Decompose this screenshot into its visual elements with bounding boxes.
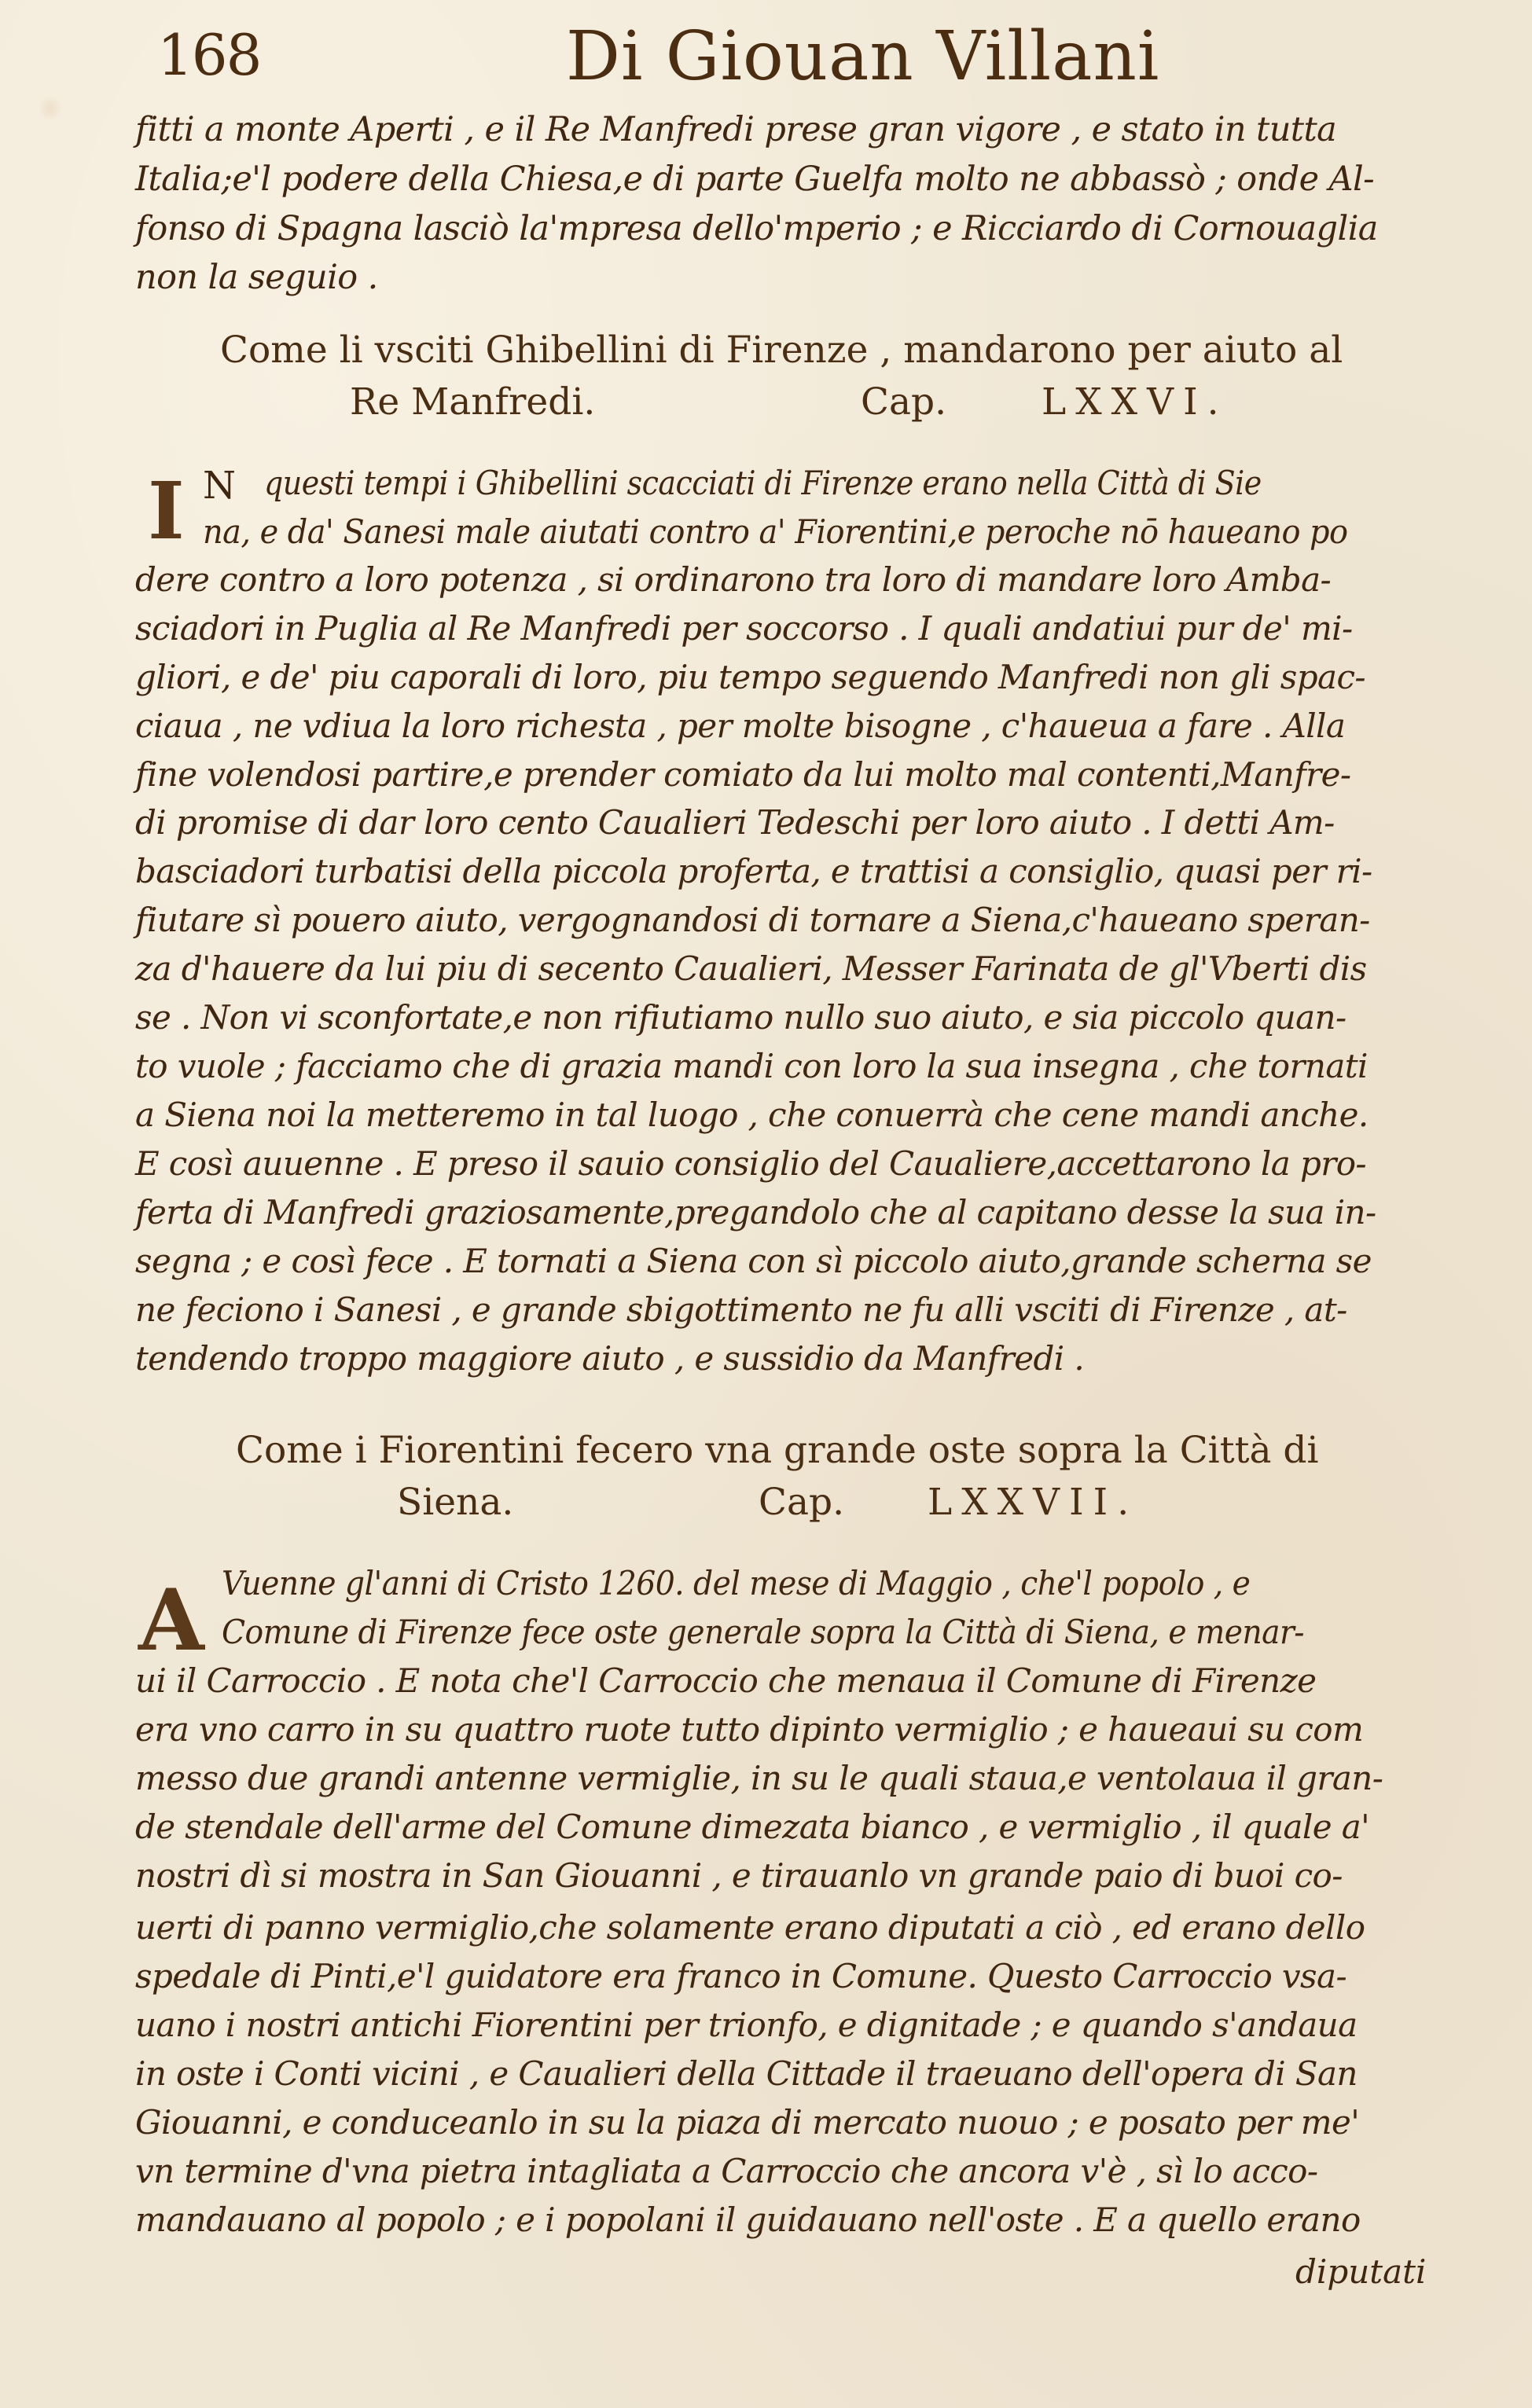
text-line: a Siena noi la metteremo in tal luogo , che conuerrà che cene mandi anche.: [135, 1096, 1369, 1134]
chapter-heading-line: Come li vsciti Ghibellini di Firenze , mandarono per aiuto al: [220, 329, 1343, 372]
text-line: Vuenne gl'anni di Cristo 1260. del mese di Maggio , che'l popolo , e: [222, 1564, 1251, 1602]
text-line: ciaua , ne vdiua la loro richesta , per molte bisogne , c'haueua a fare . Alla: [135, 707, 1346, 745]
text-line: questi tempi i Ghibellini scacciati di Firenze erano nella Città di Sie: [264, 464, 1262, 502]
text-line: uerti di panno vermiglio,che solamente erano diputati a ciò , ed erano dello: [135, 1908, 1365, 1947]
text-line: za d'hauere da lui piu di secento Caualieri, Messer Farinata de gl'Vberti dis: [135, 949, 1367, 988]
chapter-heading-line: Siena.: [397, 1481, 514, 1524]
chapter-cap-label: Cap.: [759, 1481, 845, 1524]
catchword: diputati: [1295, 2252, 1427, 2291]
text-line: spedale di Pinti,e'l guidatore era franco in Comune. Questo Carroccio vsa-: [135, 1957, 1347, 1995]
running-title: Di Giouan Villani: [566, 17, 1160, 96]
text-line: ui il Carroccio . E nota che'l Carroccio che menaua il Comune di Firenze: [135, 1661, 1317, 1700]
drop-cap: A: [138, 1571, 204, 1670]
text-line: na, e da' Sanesi male aiutati contro a' Fiorentini,e peroche nō haueano po: [203, 512, 1348, 551]
text-line: basciadori turbatisi della piccola proferta, e trattisi a consiglio, quasi per ri-: [135, 852, 1372, 890]
text-line: non la seguio .: [135, 258, 378, 297]
chapter-heading-line: Come i Fiorentini fecero vna grande oste sopra la Città di: [236, 1429, 1319, 1472]
drop-cap: I: [148, 464, 185, 557]
chapter-heading-line: Re Manfredi.: [350, 380, 596, 424]
text-line: fonso di Spagna lasciò la'mpresa dello'mperio ; e Ricciardo di Cornouaglia: [135, 209, 1378, 248]
text-line: nostri dì si mostra in San Giouanni , e tirauanlo vn grande paio di buoi co-: [135, 1856, 1343, 1895]
text-line: se . Non vi sconfortate,e non rifiutiamo nullo suo aiuto, e sia piccolo quan-: [135, 998, 1346, 1037]
text-line: fiutare sì pouero aiuto, vergognandosi di tornare a Siena,c'haueano speran-: [135, 901, 1370, 939]
chapter-number: LXXVII.: [928, 1481, 1139, 1524]
text-line: fine volendosi partire,e prender comiato da lui molto mal contenti,Manfre-: [135, 755, 1351, 794]
text-line: Italia;e'l podere della Chiesa,e di parte Guelfa molto ne abbassò ; onde Al-: [135, 160, 1375, 199]
text-line: sciadori in Puglia al Re Manfredi per soccorso . I quali andatiui pur de' mi-: [135, 609, 1353, 648]
text-line: uano i nostri antichi Fiorentini per trionfo, e dignitade ; e quando s'andaua: [135, 2006, 1357, 2044]
text-line: Giouanni, e conduceanlo in su la piaza di mercato nuouo ; e posato per me': [135, 2103, 1360, 2142]
text-line: di promise di dar loro cento Caualieri Tedeschi per loro aiuto . I detti Am-: [135, 803, 1335, 842]
text-line: ferta di Manfredi graziosamente,pregandolo che al capitano desse la sua in-: [135, 1193, 1376, 1232]
text-line: segna ; e così fece . E tornati a Siena con sì piccolo aiuto,grande scherna se: [135, 1242, 1372, 1280]
text-line: in oste i Conti vicini , e Caualieri della Cittade il traeuano dell'opera di San: [135, 2054, 1357, 2093]
text-line: E così auuenne . E preso il sauio consiglio del Caualiere,accettarono la pro-: [135, 1144, 1366, 1183]
text-line: fitti a monte Aperti , e il Re Manfredi prese gran vigore , e stato in tutta: [135, 110, 1337, 149]
text-line: tendendo troppo maggiore aiuto , e sussidio da Manfredi .: [135, 1339, 1085, 1378]
page-number: 168: [157, 22, 261, 88]
text-line: messo due grandi antenne vermiglie, in su le quali staua,e ventolaua il gran-: [135, 1759, 1383, 1797]
text-line: ne feciono i Sanesi , e grande sbigottimento ne fu alli vsciti di Firenze , at-: [135, 1290, 1347, 1329]
text-line: dere contro a loro potenza , si ordinarono tra loro di mandare loro Amba-: [135, 560, 1332, 599]
text-line: gliori, e de' piu caporali di loro, piu tempo seguendo Manfredi non gli spac-: [135, 658, 1365, 696]
chapter-cap-label: Cap.: [861, 380, 947, 424]
text-line: vn termine d'vna pietra intagliata a Carroccio che ancora v'è , sì lo acco-: [135, 2152, 1318, 2190]
lead-letter: N: [203, 464, 236, 508]
chapter-number: LXXVI.: [1042, 380, 1229, 424]
text-line: era vno carro in su quattro ruote tutto dipinto vermiglio ; e haueaui su com: [135, 1710, 1364, 1749]
running-head: [157, 17, 1368, 108]
text-line: de stendale dell'arme del Comune dimezata bianco , e vermiglio , il quale a': [135, 1808, 1370, 1846]
text-line: mandauano al popolo ; e i popolani il guidauano nell'oste . E a quello erano: [135, 2201, 1361, 2239]
text-line: to vuole ; facciamo che di grazia mandi con loro la sua insegna , che tornati: [135, 1047, 1368, 1085]
text-line: Comune di Firenze fece oste generale sopra la Città di Siena, e menar-: [222, 1613, 1304, 1651]
